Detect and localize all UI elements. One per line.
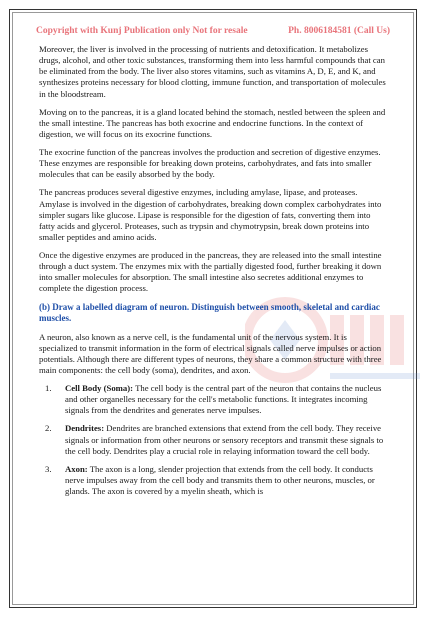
question-heading: (b) Draw a labelled diagram of neuron. Distinguish between smooth, skeletal and cardiac muscles. [39, 301, 380, 324]
list-body [65, 383, 387, 416]
paragraph-neuron-intro: A neuron, also known as a nerve cell, is the fundamental unit of the nervous system. It is specialized to transmit information in the form of electrical signals called nerve impulses or action potentials. Although there are different types of neurons, they share a common structure with three main components: the cell body (soma), dendrites, and axon. [39, 331, 382, 375]
copyright-text: Copyright with Kunj Publication only Not for resale [36, 26, 248, 36]
list-term: Dendrites: [65, 423, 105, 434]
list-number: 3. [45, 463, 52, 474]
list-term: Axon: [65, 463, 88, 474]
copyright-header [36, 26, 390, 36]
paragraph-exocrine-function: The exocrine function of the pancreas involves the production and secretion of digestive enzymes. These enzymes are responsible for breaking down proteins, carbohydrates, and fats into smaller molecules that can be easily absorbed by the body. [39, 147, 381, 180]
page-content [39, 44, 387, 504]
list-item [39, 464, 387, 497]
paragraph-enzyme-release: Once the digestive enzymes are produced in the pancreas, they are released into the small intestine through a duct system. The enzymes mix with the partially digested food, further breaking it down into smaller molecules for absorption. The small intestine also secretes additional enzymes to complete the digestion process. [39, 250, 382, 294]
neuron-parts-list [39, 383, 387, 497]
list-text: Dendrites are branched extensions that extend from the cell body. They receive signals or information from other neurons or sensory receptors and transmit these signals to the cell body. Dendrites play a crucial role in relaying information toward the cell body. [65, 423, 384, 456]
list-number: 2. [45, 423, 52, 434]
paragraph-liver: Moreover, the liver is involved in the processing of nutrients and detoxification. It metabolizes drugs, alcohol, and other toxic substances, transforming them into less harmful compounds that can be eliminated from the body. The liver also stores vitamins, such as vitamins A, D, E, and K, and synthesizes proteins necessary for blood clotting, immune function, and transportation of molecules in the bloodstream. [39, 44, 386, 99]
paragraph-digestive-enzymes: The pancreas produces several digestive enzymes, including amylase, lipase, and proteases. Amylase is involved in the digestion of carbohydrates, breaking down complex carbohydrates into simpler sugars like glucose. Lipase is responsible for the digestion of fats, converting them into fatty acids and glycerol. Proteases, such as trypsin and chymotrypsin, break down proteins into smaller peptides and amino acids. [39, 187, 382, 242]
list-term: Cell Body (Soma): [65, 383, 134, 394]
phone-text: Ph. 8006184581 (Call Us) [288, 26, 390, 36]
list-number: 1. [45, 383, 52, 394]
list-item [39, 383, 387, 416]
paragraph-pancreas-location: Moving on to the pancreas, it is a gland located behind the stomach, nestled between the spleen and the small intestine. The pancreas has both exocrine and endocrine functions. In the context of digestion, we will focus on its exocrine functions. [39, 106, 386, 139]
list-body [65, 423, 387, 456]
list-text: The cell body is the central part of the neuron that contains the nucleus and other organelles necessary for the cell's metabolic functions. It integrates incoming signals from the dendrites and generates nerve impulses. [65, 383, 382, 416]
list-text: The axon is a long, slender projection that extends from the cell body. It conducts nerve impulses away from the cell body and transmits them to other neurons, muscles, or glands. The axon is covered by a myelin sheath, which is [65, 463, 375, 497]
list-body [65, 464, 387, 497]
list-item [39, 423, 387, 456]
